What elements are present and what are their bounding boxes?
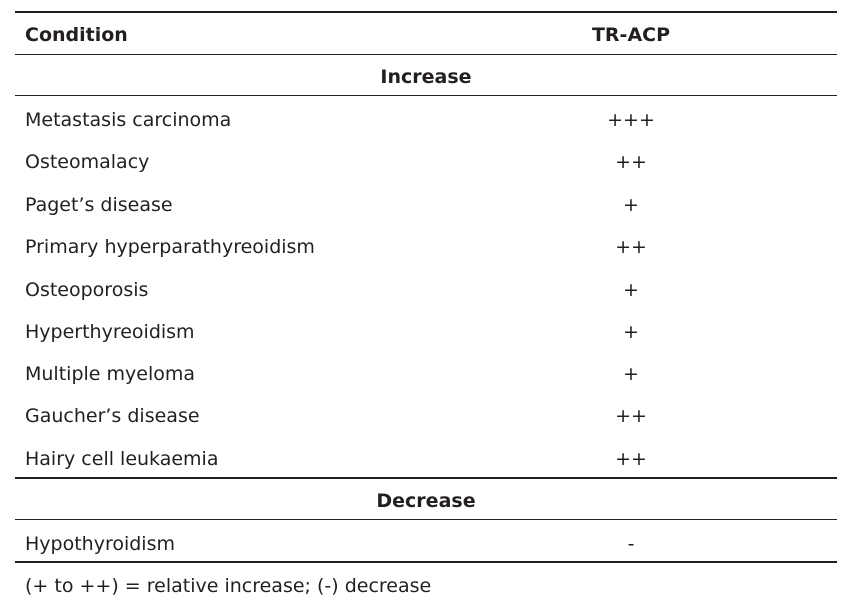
table-row-condition: Hyperthyreoidism [25, 321, 195, 343]
table-row-condition: Paget’s disease [25, 194, 173, 216]
table-row-condition: Primary hyperparathyreoidism [25, 236, 315, 258]
table-row-condition: Hypothyroidism [25, 533, 175, 555]
table-footnote: (+ to ++) = relative increase; (-) decrease [25, 575, 432, 597]
table-row-condition: Osteomalacy [25, 151, 150, 173]
top-rule [15, 11, 837, 13]
section-title-increase: Increase [380, 66, 472, 88]
section-rule-decrease-bottom [15, 519, 837, 520]
table-row-condition: Multiple myeloma [25, 363, 196, 385]
table-row-condition: Metastasis carcinoma [25, 109, 232, 131]
table-row-condition: Hairy cell leukaemia [25, 448, 219, 470]
section-rule-increase [15, 95, 837, 96]
header-rule [15, 54, 837, 55]
column-header-condition: Condition [25, 24, 128, 46]
table-row-condition: Gaucher’s disease [25, 405, 200, 427]
table-row-condition: Osteoporosis [25, 279, 149, 301]
section-rule-decrease-top [15, 477, 837, 479]
bottom-rule [15, 561, 837, 563]
section-title-decrease: Decrease [376, 490, 476, 512]
